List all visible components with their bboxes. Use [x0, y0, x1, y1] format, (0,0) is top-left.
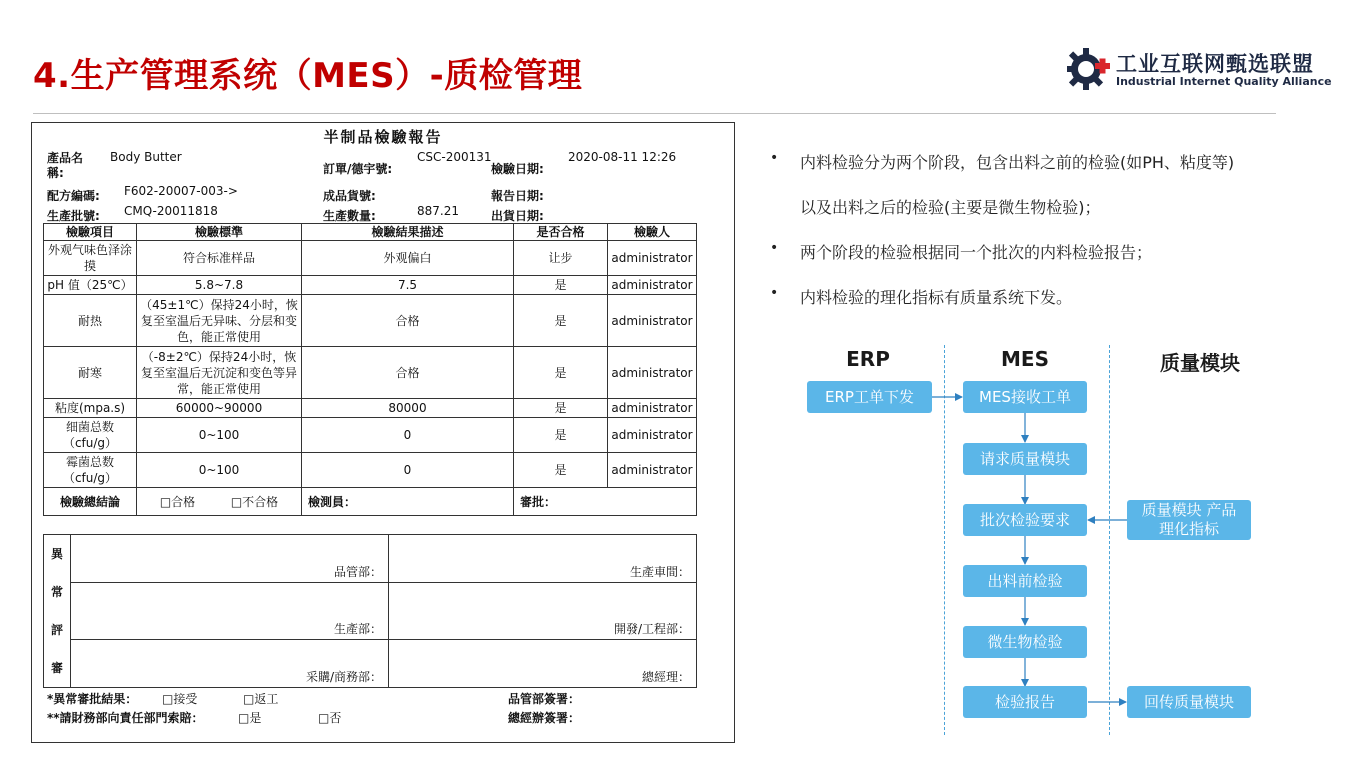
inspection-table — [43, 223, 697, 516]
rd-dept-cell: 開發/工程部： — [389, 583, 697, 639]
table-row — [44, 399, 697, 418]
qc-dept-cell: 品管部： — [71, 535, 389, 583]
purchasing-dept-cell: 采購/商務部： — [71, 639, 389, 687]
page-title: 4.生产管理系统（MES）-质检管理 — [33, 56, 583, 96]
pass-cell: 是 — [514, 295, 608, 347]
item-cell: 外观气味色泽涂摸 — [44, 241, 137, 276]
product-name-label: 產品名稱: — [47, 151, 84, 180]
node-mes-receive: MES接收工单 — [963, 381, 1087, 413]
abnormal-result-label: *異常審批結果： — [47, 692, 138, 706]
bullet-text: 内料检验分为两个阶段，包含出料之前的检验(如PH、粘度等) — [800, 153, 1235, 172]
table-row — [44, 418, 697, 453]
inspector-cell: administrator — [608, 241, 697, 276]
table-row — [44, 276, 697, 295]
side-char: 審 — [50, 661, 63, 675]
bullet-text: 以及出料之后的检验(主要是微生物检验)； — [800, 198, 1101, 217]
inspect-date-value: 2020-08-11 12:26 — [568, 150, 677, 164]
finished-no-label: 成品貨號: — [323, 189, 376, 203]
option-yes[interactable]: □是 — [238, 711, 262, 725]
abnormal-review-table — [43, 534, 697, 688]
node-inspection-report: 检验报告 — [963, 686, 1087, 718]
item-cell: 细菌总数（cfu/g） — [44, 418, 137, 453]
batch-value: CMQ-20011818 — [124, 204, 218, 218]
batch-label: 生產批號: — [47, 209, 100, 223]
order-value: CSC-200131 — [417, 150, 492, 164]
bullet-text: 内料检验的理化指标有质量系统下发。 — [800, 288, 1073, 307]
column-header: 檢驗標準 — [137, 224, 302, 241]
bullet-dot: • — [770, 150, 779, 166]
gm-sign-label: 總經辦簽署： — [508, 711, 581, 725]
claim-label: **請財務部向責任部門索賠： — [47, 711, 204, 725]
qc-sign-label: 品管部簽署： — [508, 692, 581, 706]
inspector-cell: administrator — [608, 453, 697, 488]
inspector-cell: administrator — [608, 295, 697, 347]
pass-cell: 是 — [514, 276, 608, 295]
node-microbe: 微生物检验 — [963, 626, 1087, 658]
column-mes-heading: MES — [1001, 347, 1049, 371]
inspector-cell: administrator — [608, 399, 697, 418]
node-batch-requirement: 批次检验要求 — [963, 504, 1087, 536]
item-cell: 耐寒 — [44, 347, 137, 399]
bullet-text: 两个阶段的检验根据同一个批次的内料检验报告； — [800, 243, 1153, 262]
pass-cell: 是 — [514, 418, 608, 453]
column-header: 檢驗項目 — [44, 224, 137, 241]
node-pre-discharge: 出料前检验 — [963, 565, 1087, 597]
pass-cell: 是 — [514, 347, 608, 399]
table-header-row — [44, 224, 697, 241]
side-char: 常 — [50, 585, 63, 599]
result-cell: 外观偏白 — [302, 241, 514, 276]
header-divider — [33, 113, 1276, 114]
standard-cell: 60000~90000 — [137, 399, 302, 418]
inspector-cell: administrator — [608, 418, 697, 453]
item-cell: 霉菌总数（cfu/g） — [44, 453, 137, 488]
item-cell: pH 值（25℃） — [44, 276, 137, 295]
result-cell: 0 — [302, 453, 514, 488]
qty-label: 生產數量: — [323, 209, 376, 223]
order-label: 訂單/德宇號: — [323, 162, 393, 176]
formula-label: 配方編碼: — [47, 189, 100, 203]
standard-cell: 0~100 — [137, 418, 302, 453]
standard-cell: 0~100 — [137, 453, 302, 488]
inspector-cell: administrator — [608, 347, 697, 399]
node-quality-indicator: 质量模块 产品理化指标 — [1127, 500, 1251, 540]
report-date-label: 報告日期: — [491, 189, 544, 203]
conclusion-row — [44, 488, 697, 516]
bullet-dot: • — [770, 285, 779, 301]
pass-cell: 是 — [514, 453, 608, 488]
alliance-logo — [1064, 45, 1332, 95]
option-fail[interactable]: □不合格 — [230, 494, 279, 509]
table-row — [44, 241, 697, 276]
inspection-report — [31, 122, 735, 743]
inspector-sign-label: 檢測員： — [302, 488, 514, 516]
node-erp-order: ERP工单下发 — [807, 381, 932, 413]
item-cell: 粘度(mpa.s) — [44, 399, 137, 418]
column-erp-heading: ERP — [846, 347, 890, 371]
report-title: 半制品檢驗報告 — [323, 128, 443, 146]
result-cell: 合格 — [302, 295, 514, 347]
bullet-dot: • — [770, 240, 779, 256]
lane-divider — [944, 345, 945, 735]
inspect-date-label: 檢驗日期: — [491, 162, 544, 176]
standard-cell: （-8±2℃）保持24小时，恢复至室温后无沉淀和变色等异常，能正常使用 — [137, 347, 302, 399]
workshop-cell: 生產車間： — [389, 535, 697, 583]
side-char: 異 — [50, 547, 63, 561]
approve-sign-label: 審批： — [514, 488, 697, 516]
ship-date-label: 出貨日期: — [491, 209, 544, 223]
result-cell: 合格 — [302, 347, 514, 399]
gear-cross-icon — [1064, 45, 1112, 93]
gm-cell: 總經理： — [389, 639, 697, 687]
product-name-value: Body Butter — [110, 150, 182, 164]
logo-english-name: Industrial Internet Quality Alliance — [1116, 75, 1332, 88]
production-dept-cell: 生產部： — [71, 583, 389, 639]
result-cell: 0 — [302, 418, 514, 453]
option-return[interactable]: □返工 — [243, 692, 279, 706]
option-no[interactable]: □否 — [318, 711, 342, 725]
conclusion-options — [137, 488, 302, 516]
column-header: 檢驗人 — [608, 224, 697, 241]
standard-cell: 5.8~7.8 — [137, 276, 302, 295]
node-return-quality: 回传质量模块 — [1127, 686, 1251, 718]
pass-cell: 让步 — [514, 241, 608, 276]
item-cell: 耐热 — [44, 295, 137, 347]
logo-chinese-name: 工业互联网甄选联盟 — [1116, 52, 1314, 76]
standard-cell: 符合标准样品 — [137, 241, 302, 276]
lane-divider — [1109, 345, 1110, 735]
result-cell: 80000 — [302, 399, 514, 418]
table-row — [44, 453, 697, 488]
qty-value: 887.21 — [417, 204, 459, 218]
side-char: 評 — [50, 623, 63, 637]
column-header: 檢驗結果描述 — [302, 224, 514, 241]
node-request-quality: 请求质量模块 — [963, 443, 1087, 475]
formula-value: F602-20007-003-> — [124, 184, 238, 198]
pass-cell: 是 — [514, 399, 608, 418]
conclusion-label: 檢驗總結論 — [44, 488, 137, 516]
table-row — [44, 295, 697, 347]
column-quality-heading: 质量模块 — [1160, 351, 1240, 375]
table-row — [44, 347, 697, 399]
result-cell: 7.5 — [302, 276, 514, 295]
inspector-cell: administrator — [608, 276, 697, 295]
column-header: 是否合格 — [514, 224, 608, 241]
abnormal-review-side — [44, 535, 71, 688]
option-pass[interactable]: □合格 — [159, 494, 196, 509]
standard-cell: （45±1℃）保持24小时，恢复至室温后无异味、分层和变色，能正常使用 — [137, 295, 302, 347]
option-accept[interactable]: □接受 — [162, 692, 198, 706]
